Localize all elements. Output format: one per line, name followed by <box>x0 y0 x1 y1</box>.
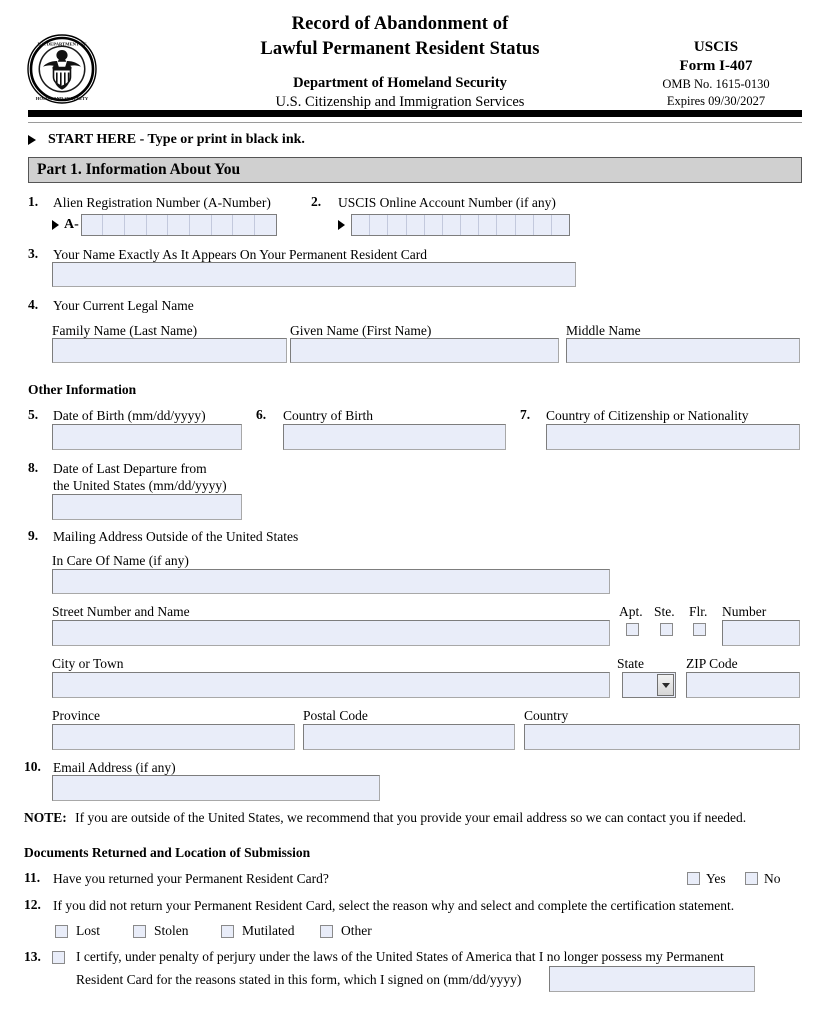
item1-field-group <box>52 214 277 236</box>
item13-line-1: I certify, under penalty of perjury under the laws of the United States of America that I no longer possess my Permanent <box>76 949 724 964</box>
province-label: Province <box>52 708 100 723</box>
a-number-input[interactable] <box>81 214 277 236</box>
item8-number: 8. <box>28 460 39 475</box>
reason-mutilated-label: Mutilated <box>242 923 295 938</box>
note-row <box>24 810 814 826</box>
header-divider-rule <box>28 122 802 123</box>
certification-checkbox[interactable] <box>52 951 65 964</box>
svg-text:U.S. DEPARTMENT OF: U.S. DEPARTMENT OF <box>37 41 87 47</box>
middle-name-label: Middle Name <box>566 323 641 338</box>
item13-line-2: Resident Card for the reasons stated in this form, which I signed on (mm/dd/yyyy) <box>76 972 522 987</box>
item4-number: 4. <box>28 297 39 312</box>
state-dropdown[interactable] <box>622 672 676 698</box>
start-here-instruction <box>28 132 305 148</box>
part1-heading-text: Part 1. Information About You <box>37 161 241 178</box>
certification-signed-date-input[interactable] <box>549 966 755 992</box>
reason-other-checkbox[interactable] <box>320 925 333 938</box>
item8-label-line-2: the United States (mm/dd/yyyy) <box>53 478 227 493</box>
date-of-last-departure-input[interactable] <box>52 494 242 520</box>
triangle-right-icon <box>338 220 345 230</box>
ste-checkbox[interactable] <box>660 623 673 636</box>
ste-label: Ste. <box>654 604 675 619</box>
form-title-block <box>150 12 650 112</box>
postal-code-input[interactable] <box>303 724 515 750</box>
item3-label: Your Name Exactly As It Appears On Your Permanent Resident Card <box>53 247 427 262</box>
middle-name-input[interactable] <box>566 338 800 363</box>
country-of-citizenship-input[interactable] <box>546 424 800 450</box>
item10-label: Email Address (if any) <box>53 760 176 775</box>
province-input[interactable] <box>52 724 295 750</box>
country-label: Country <box>524 708 569 723</box>
a-number-prefix: A- <box>64 217 79 232</box>
form-title-line-1: Record of Abandonment of <box>291 14 509 34</box>
flr-label: Flr. <box>689 604 708 619</box>
item4-label: Your Current Legal Name <box>53 298 194 313</box>
country-of-birth-input[interactable] <box>283 424 506 450</box>
returned-card-yes-label: Yes <box>706 871 726 886</box>
start-here-text: START HERE - Type or print in black ink. <box>48 132 305 147</box>
reason-stolen-label: Stolen <box>154 923 189 938</box>
dhs-seal-icon <box>26 33 98 105</box>
reason-mutilated-checkbox[interactable] <box>221 925 234 938</box>
street-number-name-input[interactable] <box>52 620 610 646</box>
item9-label: Mailing Address Outside of the United States <box>53 529 299 544</box>
agency-subname: U.S. Citizenship and Immigration Services <box>275 94 525 110</box>
item2-number: 2. <box>311 194 322 209</box>
triangle-right-icon <box>28 135 36 145</box>
apt-ste-flr-number-input[interactable] <box>722 620 800 646</box>
city-or-town-label: City or Town <box>52 656 124 671</box>
note-text: If you are outside of the United States, we recommend that you provide your email address so we can contact you if needed. <box>75 810 747 825</box>
item5-number: 5. <box>28 407 39 422</box>
apt-label: Apt. <box>619 604 643 619</box>
family-name-input[interactable] <box>52 338 287 363</box>
zip-code-input[interactable] <box>686 672 800 698</box>
item3-number: 3. <box>28 246 39 261</box>
returned-card-no-checkbox[interactable] <box>745 872 758 885</box>
item9-number: 9. <box>28 528 39 543</box>
reason-lost-checkbox[interactable] <box>55 925 68 938</box>
flr-checkbox[interactable] <box>693 623 706 636</box>
resident-card-name-input[interactable] <box>52 262 576 287</box>
item7-number: 7. <box>520 407 531 422</box>
item6-number: 6. <box>256 407 267 422</box>
item2-field-group <box>338 214 570 236</box>
uscis-online-account-number-input[interactable] <box>351 214 570 236</box>
returned-card-no-label: No <box>764 871 781 886</box>
item7-label: Country of Citizenship or Nationality <box>546 408 749 423</box>
item12-label: If you did not return your Permanent Resident Card, select the reason why and select and complete the certification statement. <box>53 898 735 913</box>
agency-name: Department of Homeland Security <box>293 75 507 91</box>
note-label: NOTE: <box>24 810 67 825</box>
documents-returned-heading: Documents Returned and Location of Submission <box>24 845 311 860</box>
chevron-down-icon[interactable] <box>657 674 674 696</box>
city-or-town-input[interactable] <box>52 672 610 698</box>
form-title-line-2: Lawful Permanent Resident Status <box>260 39 540 59</box>
uscis-label: USCIS <box>693 39 739 55</box>
uscis-form-info <box>631 38 801 110</box>
item11-number: 11. <box>24 870 41 885</box>
item8-label-line-1: Date of Last Departure from <box>53 461 207 476</box>
item1-number: 1. <box>28 194 39 209</box>
reason-lost-label: Lost <box>76 923 101 938</box>
item11-label: Have you returned your Permanent Resident Card? <box>53 871 329 886</box>
item6-label: Country of Birth <box>283 408 373 423</box>
given-name-input[interactable] <box>290 338 559 363</box>
date-of-birth-input[interactable] <box>52 424 242 450</box>
zip-code-label: ZIP Code <box>686 656 738 671</box>
returned-card-yes-checkbox[interactable] <box>687 872 700 885</box>
given-name-label: Given Name (First Name) <box>290 323 432 338</box>
item12-number: 12. <box>24 897 41 912</box>
form-header <box>0 0 829 108</box>
item1-label: Alien Registration Number (A-Number) <box>53 195 271 210</box>
item5-label: Date of Birth (mm/dd/yyyy) <box>53 408 206 423</box>
svg-text:HOMELAND SECURITY: HOMELAND SECURITY <box>35 96 89 101</box>
reason-other-label: Other <box>341 923 372 938</box>
state-label: State <box>617 656 644 671</box>
item2-label: USCIS Online Account Number (if any) <box>338 195 556 210</box>
part1-heading <box>28 157 802 183</box>
reason-stolen-checkbox[interactable] <box>133 925 146 938</box>
email-address-input[interactable] <box>52 775 380 801</box>
item13-number: 13. <box>24 949 41 964</box>
other-information-heading: Other Information <box>28 382 137 397</box>
omb-number: OMB No. 1615-0130 <box>662 77 770 91</box>
street-number-name-label: Street Number and Name <box>52 604 190 619</box>
triangle-right-icon <box>52 220 59 230</box>
in-care-of-name-label: In Care Of Name (if any) <box>52 553 189 568</box>
item10-number: 10. <box>24 759 41 774</box>
postal-code-label: Postal Code <box>303 708 368 723</box>
header-divider-bar <box>28 110 802 117</box>
family-name-label: Family Name (Last Name) <box>52 323 198 338</box>
form-number: Form I-407 <box>679 58 753 74</box>
apt-checkbox[interactable] <box>626 623 639 636</box>
country-input[interactable] <box>524 724 800 750</box>
in-care-of-name-input[interactable] <box>52 569 610 594</box>
apt-ste-flr-number-label: Number <box>722 604 767 619</box>
expiration-date: Expires 09/30/2027 <box>666 94 766 108</box>
